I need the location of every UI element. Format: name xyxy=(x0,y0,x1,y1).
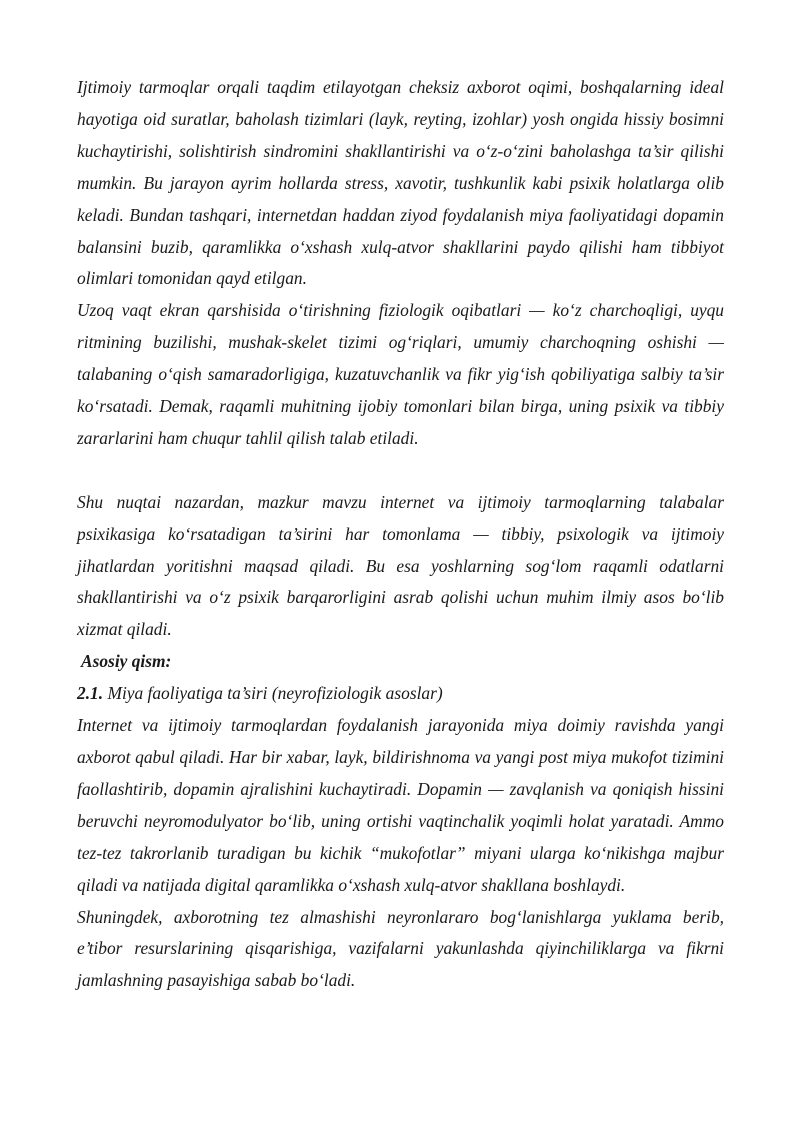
paragraph-intro-social-pressure: Ijtimoiy tarmoqlar orqali taqdim etilayotgan cheksiz axborot oqimi, boshqalarning ideal hayotiga oid suratlar, baholash tizimlari (layk, reyting, izohlar) yosh ongida hissiy bosimni kuchaytirishi, solishtirish sindromini shakllantirishi va o‘z-o‘zini baholashga ta’sir qilishi mumkin. Bu jarayon ayrim hollarda stress, xavotir, tushkunlik kabi psixik holatlarga olib keladi. Bundan tashqari, internetdan haddan ziyod foydalanish miya faoliyatidagi dopamin balansini buzib, qaramlikka o‘xshash xulq-atvor shakllarini paydo qilishi ham tibbiyot olimlari tomonidan qayd etilgan. xyxy=(77,77,724,289)
document-page xyxy=(77,72,724,997)
paragraph-dopamine: Internet va ijtimoiy tarmoqlardan foydalanish jarayonida miya doimiy ravishda yangi axborot qabul qiladi. Har bir xabar, layk, bildirishnoma va yangi post miya mukofot tizimini faollashtirib, dopamin ajralishini kuchaytiradi. Dopamin — zavqlanish va qoniqish hissini beruvchi neyromodulyator bo‘lib, uning ortishi vaqtinchalik yoqimli holat yaratadi. Ammo tez-tez takrorlanib turadigan bu kichik “mukofotlar” miyani ularga ko‘nikishga majbur qiladi va natijada digital qaramlikka o‘xshash xulq-atvor shakllana boshlaydi. xyxy=(77,715,724,895)
subsection-number: 2.1. xyxy=(77,683,104,704)
subsection-heading xyxy=(77,678,724,710)
section-heading: Asosiy qism: xyxy=(81,651,172,672)
subsection-title: Miya faoliyatiga ta’siri (neyrofiziologik asoslar) xyxy=(107,683,443,704)
paragraph-topic-aim: Shu nuqtai nazardan, mazkur mavzu internet va ijtimoiy tarmoqlarning talabalar psixikasiga ko‘rsatadigan ta’sirini har tomonlama — tibbiy, psixologik va ijtimoiy jihatlardan yoritishni maqsad qiladi. Bu esa yoshlarning sog‘lom raqamli odatlarni shakllantirishi va o‘z psixik barqarorligini asrab qolishi uchun muhim ilmiy asos bo‘lib xizmat qiladi. xyxy=(77,491,724,640)
paragraph-attention: Shuningdek, axborotning tez almashishi neyronlararo bog‘lanishlarga yuklama berib, e’tibor resurslarining qisqarishiga, vazifalarni yakunlashda qiyinchiliklarga va fikrni jamlashning pasayishiga sabab bo‘ladi. xyxy=(77,906,724,991)
paragraph-spacer xyxy=(77,455,724,487)
paragraph-screen-effects: Uzoq vaqt ekran qarshisida o‘tirishning fiziologik oqibatlari — ko‘z charchoqligi, uyqu ritmining buzilishi, mushak-skelet tizimi og‘riqlari, umumiy charchoqning oshishi — talabaning o‘qish samaradorligiga, kuzatuvchanlik va fikr yig‘ish qobiliyatiga salbiy ta’sir ko‘rsatadi. Demak, raqamli muhitning ijobiy tomonlari bilan birga, uning psixik va tibbiy zararlarini ham chuqur tahlil qilish talab etiladi. xyxy=(77,300,724,448)
